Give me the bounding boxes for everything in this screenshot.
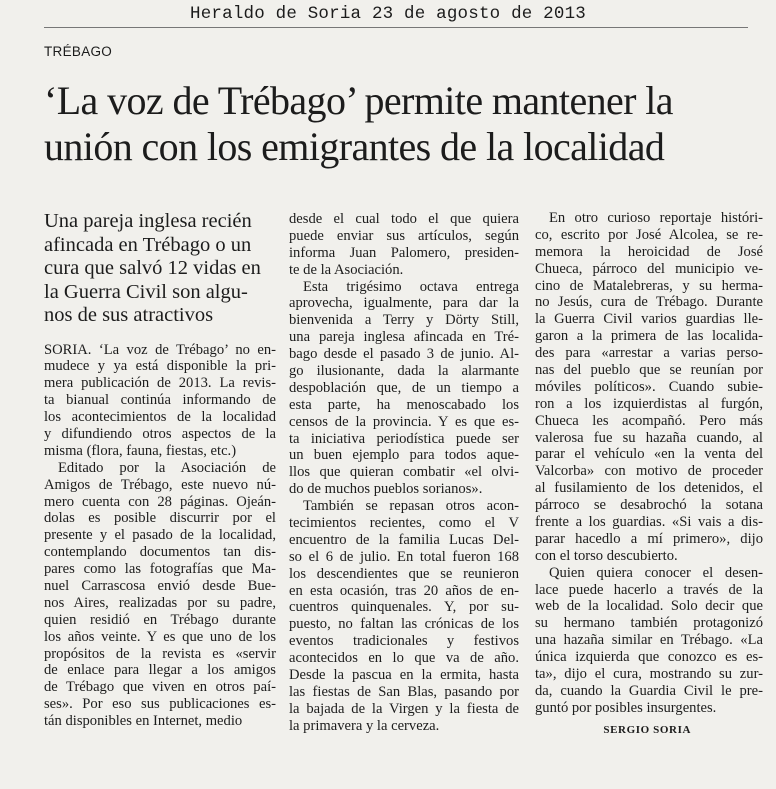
text-line: mero cuenta con 28 páginas. Ojeán- <box>44 493 276 510</box>
column-1 <box>44 210 276 730</box>
text-line: una hazaña similar en Trébago. «La <box>535 632 763 649</box>
text-line: su hermano también protagonizó <box>535 615 763 632</box>
text-line: y difundiendo otros aspectos de la <box>44 425 276 442</box>
paragraph <box>535 565 763 717</box>
text-line: des para «arrestar a varias perso- <box>535 345 763 362</box>
text-line: esta parte, ha menoscabado los <box>289 396 519 413</box>
text-line: eventos tradicionales y festivos <box>289 633 519 650</box>
text-line: los descendientes que se reunieron <box>289 565 519 582</box>
text-line: Esta trigésimo octava entrega <box>303 278 519 295</box>
text-line: ta bianual continúa informando de <box>44 392 276 409</box>
text-line: los acontecimientos de la localidad <box>44 409 276 426</box>
text-line: ta», dijo el cura, mostrando su zur- <box>535 666 763 683</box>
headline <box>44 78 764 170</box>
text-line: al fusilamiento de los detenidos, el <box>535 480 763 497</box>
paragraph <box>44 460 276 730</box>
text-line: mera publicación de 2013. La revis- <box>44 375 276 392</box>
text-line: ses». Por eso sus publicaciones es- <box>44 696 276 713</box>
text-line: parar el vehículo «en la venta del <box>535 446 763 463</box>
text-line: bienvenida a Terry y Dörty Still, <box>289 312 519 329</box>
text-line: Editado por la Asociación de <box>58 459 276 476</box>
text-line: Chueca les acompañó. Pero más <box>535 412 763 429</box>
text-line: Amigos de Trébago, este nuevo nú- <box>44 476 276 493</box>
subheadline-line: cura que salvó 12 vidas en <box>44 257 261 279</box>
text-line: En otro curioso reportaje históri- <box>549 210 763 226</box>
column-3 <box>535 210 763 739</box>
text-line: mudece y ya está disponible la pri- <box>44 358 276 375</box>
text-line: bago desde el pasado 3 de junio. Al- <box>289 346 519 363</box>
subheadline-line: afincada en Trébago o un <box>44 233 252 256</box>
text-line: informa Juan Palomero, presiden- <box>289 244 519 261</box>
text-line: encuentro de la familia Lucas Del- <box>289 531 519 548</box>
text-line: ron a los izquierdistas al furgón, <box>535 395 763 412</box>
text-line: pares como las fotografías que Ma- <box>44 561 276 578</box>
text-line: una pareja inglesa afincada en Tré- <box>289 329 519 346</box>
text-line: guntó por posibles insurgentes. <box>535 699 717 716</box>
text-line: so el 6 de julio. En total fueron 168 <box>289 548 519 565</box>
text-line: en esta ocasión, tras 20 años de en- <box>289 582 519 599</box>
text-line: acontecidos en lo que va de año. <box>289 650 519 667</box>
text-line: puesto, no faltan las crónicas de los <box>289 616 519 633</box>
text-line: garon a la primera de las localida- <box>535 328 763 345</box>
text-line: párroco se desabrochó la sotana <box>535 497 763 514</box>
text-line: Chueca, párroco del municipio ve- <box>535 260 763 277</box>
text-line: la bajada de la Virgen y la fiesta de <box>289 700 519 717</box>
subheadline-line: Una pareja inglesa recién <box>44 210 252 232</box>
text-line: memora la heroicidad de José <box>535 243 763 260</box>
text-line: no Jesús, cura de Trébago. Durante <box>535 294 763 311</box>
text-line: ta iniciativa periodística puede ser <box>289 430 519 447</box>
text-line: tecimientos recientes, como el V <box>289 515 519 532</box>
text-line: Desde la pascua en la ermita, hasta <box>289 667 519 684</box>
text-line: co, escrito por José Alcolea, se re- <box>535 226 763 243</box>
paragraph <box>535 210 763 565</box>
text-line: nuel Carrascosa envió desde Bue- <box>44 577 276 594</box>
text-line: nos Aires, realizadas por su padre, <box>44 594 276 611</box>
text-line: despoblación que, de un tiempo a <box>289 379 519 396</box>
text-line: un buen ejemplo para todos aque- <box>289 447 519 464</box>
text-line: móviles políticos». Cuando subie- <box>535 378 763 395</box>
text-line: nas del pueblo que se reunían por <box>535 362 763 379</box>
text-line: las fiestas de San Blas, pasando por <box>289 683 519 700</box>
text-line: tán disponibles en Internet, medio <box>44 713 243 730</box>
masthead-rule <box>44 27 748 28</box>
text-line: cuentros quinquenales. Y, por su- <box>289 599 519 616</box>
paragraph <box>289 211 519 279</box>
text-line: la Guerra Civil varios guardias lle- <box>535 311 763 328</box>
paragraph <box>289 498 519 734</box>
text-line: Quien quiera conocer el desen- <box>549 564 763 581</box>
text-line: puede enviar sus artículos, según <box>289 227 519 244</box>
text-line: de Trébago que viven en otros paí- <box>44 679 276 696</box>
text-line: go ilusionante, dada la alarmante <box>289 363 519 380</box>
text-line: los años veinte. Y es que uno de los <box>44 628 276 645</box>
text-line: dolas es posible discurrir por el <box>44 510 276 527</box>
text-line: SORIA. ‘La voz de Trébago’ no en- <box>44 341 276 358</box>
text-line: También se repasan otros acon- <box>303 498 519 515</box>
paragraph <box>44 342 276 460</box>
paragraph <box>289 279 519 499</box>
text-line: desde el cual todo el que quiera <box>289 211 519 227</box>
text-line: propósitos de la revista es «servir <box>44 645 276 662</box>
byline: SERGIO SORIA <box>603 723 691 736</box>
text-line: llos que quieran combatir «el olvi- <box>289 464 519 481</box>
text-line: do de muchos pueblos sorianos». <box>289 481 483 498</box>
text-line: te de la Asociación. <box>289 261 404 278</box>
text-line: con el torso descubierto. <box>535 547 678 564</box>
text-line: contemplando documentos tan dis- <box>44 544 276 561</box>
text-line: presente y el pasado de la localidad, <box>44 527 276 544</box>
text-line: frente a los guardias. «Si vais a dis- <box>535 514 763 531</box>
headline-line: unión con los emigrantes de la localidad <box>44 124 665 169</box>
text-line: cino de Matalebreras, y su herma- <box>535 277 763 294</box>
text-line: la primavera y la cerveza. <box>289 717 440 734</box>
subheadline-line: nos de sus atractivos <box>44 304 214 326</box>
text-line: aprovecha, igualmente, para dar la <box>289 295 519 312</box>
subheadline <box>44 210 276 328</box>
text-line: única izquierda que conozco es es- <box>535 649 763 666</box>
text-line: quien residió en Trébago durante <box>44 611 276 628</box>
text-line: da, cuando la Guardia Civil le pre- <box>535 682 763 699</box>
masthead: Heraldo de Soria 23 de agosto de 2013 <box>190 4 586 24</box>
text-line: censos de la provincia. Y es que es- <box>289 413 519 430</box>
text-line: lace puede hacerlo a través de la <box>535 581 763 598</box>
text-line: parar hacedlo a mí primero», dijo <box>535 530 763 547</box>
text-line: misma (flora, fauna, fiestas, etc.) <box>44 442 237 459</box>
text-line: valerosa fue su hazaña cuando, al <box>535 429 763 446</box>
section-label: TRÉBAGO <box>44 44 113 59</box>
column-2 <box>289 211 519 735</box>
subheadline-line: la Guerra Civil son algu- <box>44 280 248 303</box>
text-line: Valcorba» con motivo de proceder <box>535 463 763 480</box>
text-line: web de la localidad. Solo decir que <box>535 598 763 615</box>
headline-line: ‘La voz de Trébago’ permite mantener la <box>44 78 673 123</box>
text-line: de enlace para llegar a los amigos <box>44 662 276 679</box>
